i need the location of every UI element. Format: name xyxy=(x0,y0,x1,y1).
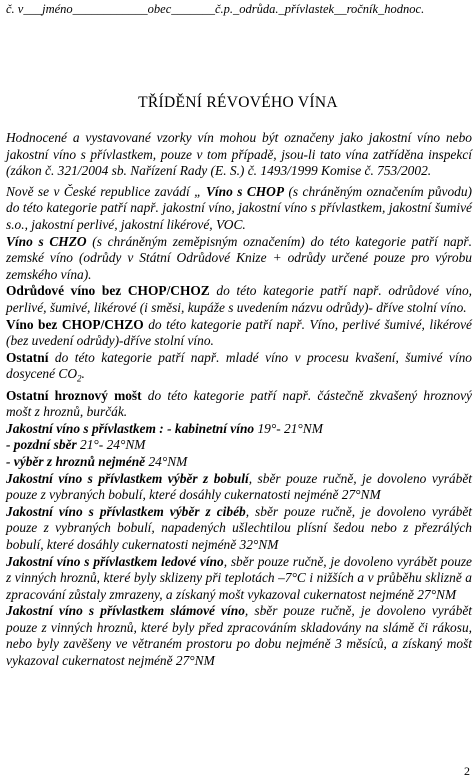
vyber-z-hroznu-range: 24°NM xyxy=(145,453,188,469)
intro-paragraph xyxy=(6,130,472,180)
ledove-vino-term: Jakostní víno s přívlastkem ledové víno xyxy=(6,553,224,569)
ostatni-most-paragraph xyxy=(6,388,472,421)
vyber-z-cibeb-term: Jakostní víno s přívlastkem výběr z cibéb xyxy=(6,503,246,519)
vyber-z-cibeb-paragraph xyxy=(6,504,472,554)
kabinetni-term: Jakostní víno s přívlastkem : - kabinetní víno xyxy=(6,420,255,436)
chzo-description: (s chráněným zeměpisným označením) do této kategorie patří např. zemské víno (odrůdy v Státní Odrůdové Knize + odrůdy určené pouze pro výrobu zemského vína). xyxy=(6,233,472,282)
ostatni-most-term: Ostatní hroznový mošt xyxy=(6,387,142,403)
vino-bez-term: Víno bez CHOP/CHZO xyxy=(6,316,144,332)
ostatni-end: . xyxy=(81,366,85,382)
form-header-line: č. v___jméno____________obec_______č.p._odrůda._přívlastek__ročník_hodnoc. xyxy=(6,2,425,16)
kabinetni-range: 19°- 21°NM xyxy=(254,420,323,436)
ostatni-paragraph xyxy=(6,350,472,388)
vyber-z-cibeb-description: , sběr pouze ručně, je dovoleno vyrábět pouze z vybraných bobulí, napadených ušlechtilou plísní šedou nebo z přezrálých bobulí, které dosáhly cukernatosti nejméně 32°NM xyxy=(6,503,472,552)
vyber-z-bobuli-description: , sběr pouze ručně, je dovoleno vyrábět pouze z vybraných bobulí, které dosáhly cukernatosti nejméně 27°NM xyxy=(6,470,472,503)
ledove-vino-paragraph xyxy=(6,554,472,604)
ostatni-most-description: do této kategorie patří např. částečně zkvašený hroznový mošt z hroznů, burčák. xyxy=(6,387,472,420)
odrudove-paragraph xyxy=(6,283,472,316)
chop-description: (s chráněným označením původu) do této kategorie patří např. jakostní víno, jakostní víno s přívlastkem, jakostní šumivé s.o., jakostní perlivé, jakostní likérové, VOC. xyxy=(6,183,473,232)
pozdni-sber-range: 21°- 24°NM xyxy=(76,437,146,453)
pozdni-sber-line xyxy=(6,437,472,454)
vyber-z-hroznu-line xyxy=(6,454,472,471)
chzo-term: Víno s CHZO xyxy=(6,233,87,249)
vyber-z-bobuli-term: Jakostní víno s přívlastkem výběr z bobulí xyxy=(6,470,249,486)
intro-text: Hodnocené a vystavované vzorky vín mohou být označeny jako jakostní víno nebo jakostní víno s přívlastkem, pouze v tom případě, jsou-li tato vína zatříděna inspekcí (zákon č. 321/2004 sb. Nařízení Rady (E. S.) č. 1493/1999 Komise č. 753/2002. xyxy=(6,130,472,179)
vino-bez-description: do této kategorie patří např. Víno, perlivé šumivé, likérové (bez uvedení odrůdy)-dříve stolní víno. xyxy=(6,316,472,349)
page-number: 2 xyxy=(464,764,470,778)
odrudove-term: Odrůdové víno bez CHOP/CHOZ xyxy=(6,283,210,299)
document-body xyxy=(6,130,472,670)
slamove-vino-description: , sběr pouze ručně, je dovoleno vyrábět pouze z vinných hroznů, které byly před zpracováním skladovány na slámě či rákosu, nebo byly zavěšeny ve větraném prostoru po dobu nejméně 3 měsíců, a získaný mošt vykazoval cukernatost nejméně 27°NM xyxy=(6,603,472,669)
chop-pre-text: Nově se v České republice zavádí „ xyxy=(6,183,206,199)
chzo-paragraph xyxy=(6,234,472,284)
kabinetni-line xyxy=(6,421,472,438)
vino-bez-paragraph xyxy=(6,317,472,350)
chop-term: Víno s CHOP xyxy=(205,183,285,199)
chop-paragraph xyxy=(6,184,472,234)
odrudove-description: do této kategorie patří např. odrůdové víno, perlivé, šumivé, likérové (i směsi, kupáže s uvedením názvu odrůdy)- dříve stolní víno. xyxy=(6,283,472,315)
slamove-vino-term: Jakostní víno s přívlastkem slámové víno xyxy=(6,603,245,619)
vyber-z-bobuli-paragraph xyxy=(6,471,472,504)
co2-subscript: 2 xyxy=(77,373,82,384)
slamove-vino-paragraph xyxy=(6,603,472,669)
page-title: TŘÍDĚNÍ RÉVOVÉHO VÍNA xyxy=(138,94,338,111)
pozdni-sber-term: - pozdní sběr xyxy=(6,437,77,453)
document-page xyxy=(4,0,472,781)
ostatni-description: do této kategorie patří např. mladé víno v procesu kvašení, šumivé víno dosycené CO xyxy=(6,349,472,382)
ledove-vino-description: , sběr pouze ručně, je dovoleno vyrábět pouze z vinných hroznů, které byly sklizeny při teplotách –7°C i nižších a v průběhu sklizně a zpracování zůstaly zmrazeny, a získaný mošt vykazoval cukernatost nejméně 27°NM xyxy=(6,553,473,602)
ostatni-term: Ostatní xyxy=(6,349,49,365)
vyber-z-hroznu-term: - výběr z hroznů nejméně xyxy=(6,453,146,469)
